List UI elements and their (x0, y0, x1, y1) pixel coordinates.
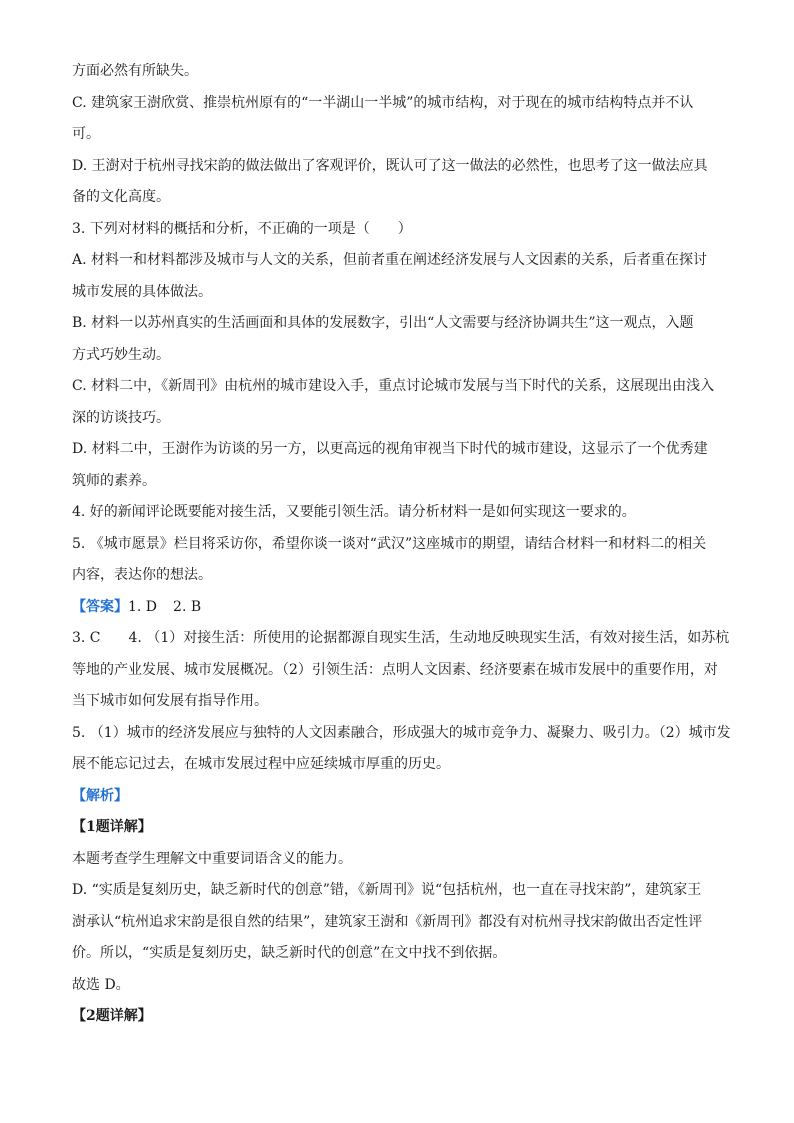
answer-line (72, 596, 722, 618)
text-line: 城市发展的具体做法。 (72, 283, 212, 300)
answer-text-line: 等地的产业发展、城市发展概况。（2）引领生活：点明人文因素、经济要素在城市发展中的重要作用，对 (72, 661, 718, 678)
answer-text-line: 当下城市如何发展有指导作用。 (72, 693, 268, 709)
text-line: 筑师的素养。 (72, 472, 156, 489)
section-1-line: D. “实质是复刻历史，缺乏新时代的创意”错，《新周刊》说“包括杭州，也一直在寻找宋韵”，建筑家王 (72, 882, 702, 898)
section-2-heading: 【2题详解】 (72, 1008, 152, 1024)
document-page (72, 60, 731, 1037)
text-line: 内容，表达你的想法。 (72, 567, 212, 583)
text-line: D. 王澍对于杭州寻找宋韵的做法做出了客观评价，既认可了这一做法的必然性，也思考了这一做法应具 (72, 157, 708, 174)
answer-text-line: 5. （1）城市的经济发展应与独特的人文因素融合，形成强大的城市竞争力、凝聚力、吸引力。（2）城市发 (72, 724, 731, 741)
text-line: 方式巧妙生动。 (72, 346, 170, 363)
question-5: 5. 《城市愿景》栏目将采访你，希望你谈一谈对“武汉”这座城市的期望，请结合材料一和材料二的相关 (72, 535, 707, 552)
text-line: D. 材料二中，王澍作为访谈的另一方，以更高远的视角审视当下时代的城市建设，这显示了一个优秀建 (72, 441, 708, 457)
analysis-label: 【解析】 (72, 787, 128, 804)
text-line: C. 建筑家王澍欣赏、推崇杭州原有的“一半湖山一半城”的城市结构，对于现在的城市结构特点并不认 (72, 94, 694, 111)
text-line: 方面必然有所缺失。 (72, 63, 198, 79)
answer-2: 2. B (173, 598, 202, 615)
text-line: B. 材料一以苏州真实的生活画面和具体的发展数字，引出“人文需要与经济协调共生”这一观点，入题 (72, 315, 694, 331)
text-line: 备的文化高度。 (72, 189, 170, 205)
section-1-line: 本题考查学生理解文中重要词语含义的能力。 (72, 850, 352, 867)
answer-1: 1. D (128, 598, 158, 615)
section-1-line: 价。所以，“实质是复刻历史，缺乏新时代的创意”在文中找不到依据。 (72, 945, 507, 961)
text-line: 可。 (72, 126, 100, 142)
section-1-line: 故选 D。 (72, 976, 130, 993)
section-1-line: 澍承认“杭州追求宋韵是很自然的结果”，建筑家王澍和《新周刊》都没有对杭州寻找宋韵做出否定性评 (72, 913, 703, 930)
answer-label: 【答案】 (72, 598, 128, 615)
text-line: 深的访谈技巧。 (72, 409, 170, 426)
question-3: 3. 下列对材料的概括和分析，不正确的一项是（ ） (72, 220, 412, 237)
section-1-heading: 【1题详解】 (72, 819, 152, 835)
text-line: C. 材料二中，《新周刊》由杭州的城市建设入手，重点讨论城市发展与当下时代的关系，这展现出由浅入 (72, 378, 715, 394)
answer-text-line: 展不能忘记过去，在城市发展过程中应延续城市厚重的历史。 (72, 756, 450, 772)
text-line: A. 材料一和材料都涉及城市与人文的关系，但前者重在阐述经济发展与人文因素的关系，后者重在探讨 (72, 252, 708, 268)
answer-text-line: 3. C 4. （1）对接生活：所使用的论据都源自现实生活，生动地反映现实生活，有效对接生活，如苏杭 (72, 630, 730, 646)
question-4: 4. 好的新闻评论既要能对接生活，又要能引领生活。请分析材料一是如何实现这一要求的。 (72, 504, 636, 520)
